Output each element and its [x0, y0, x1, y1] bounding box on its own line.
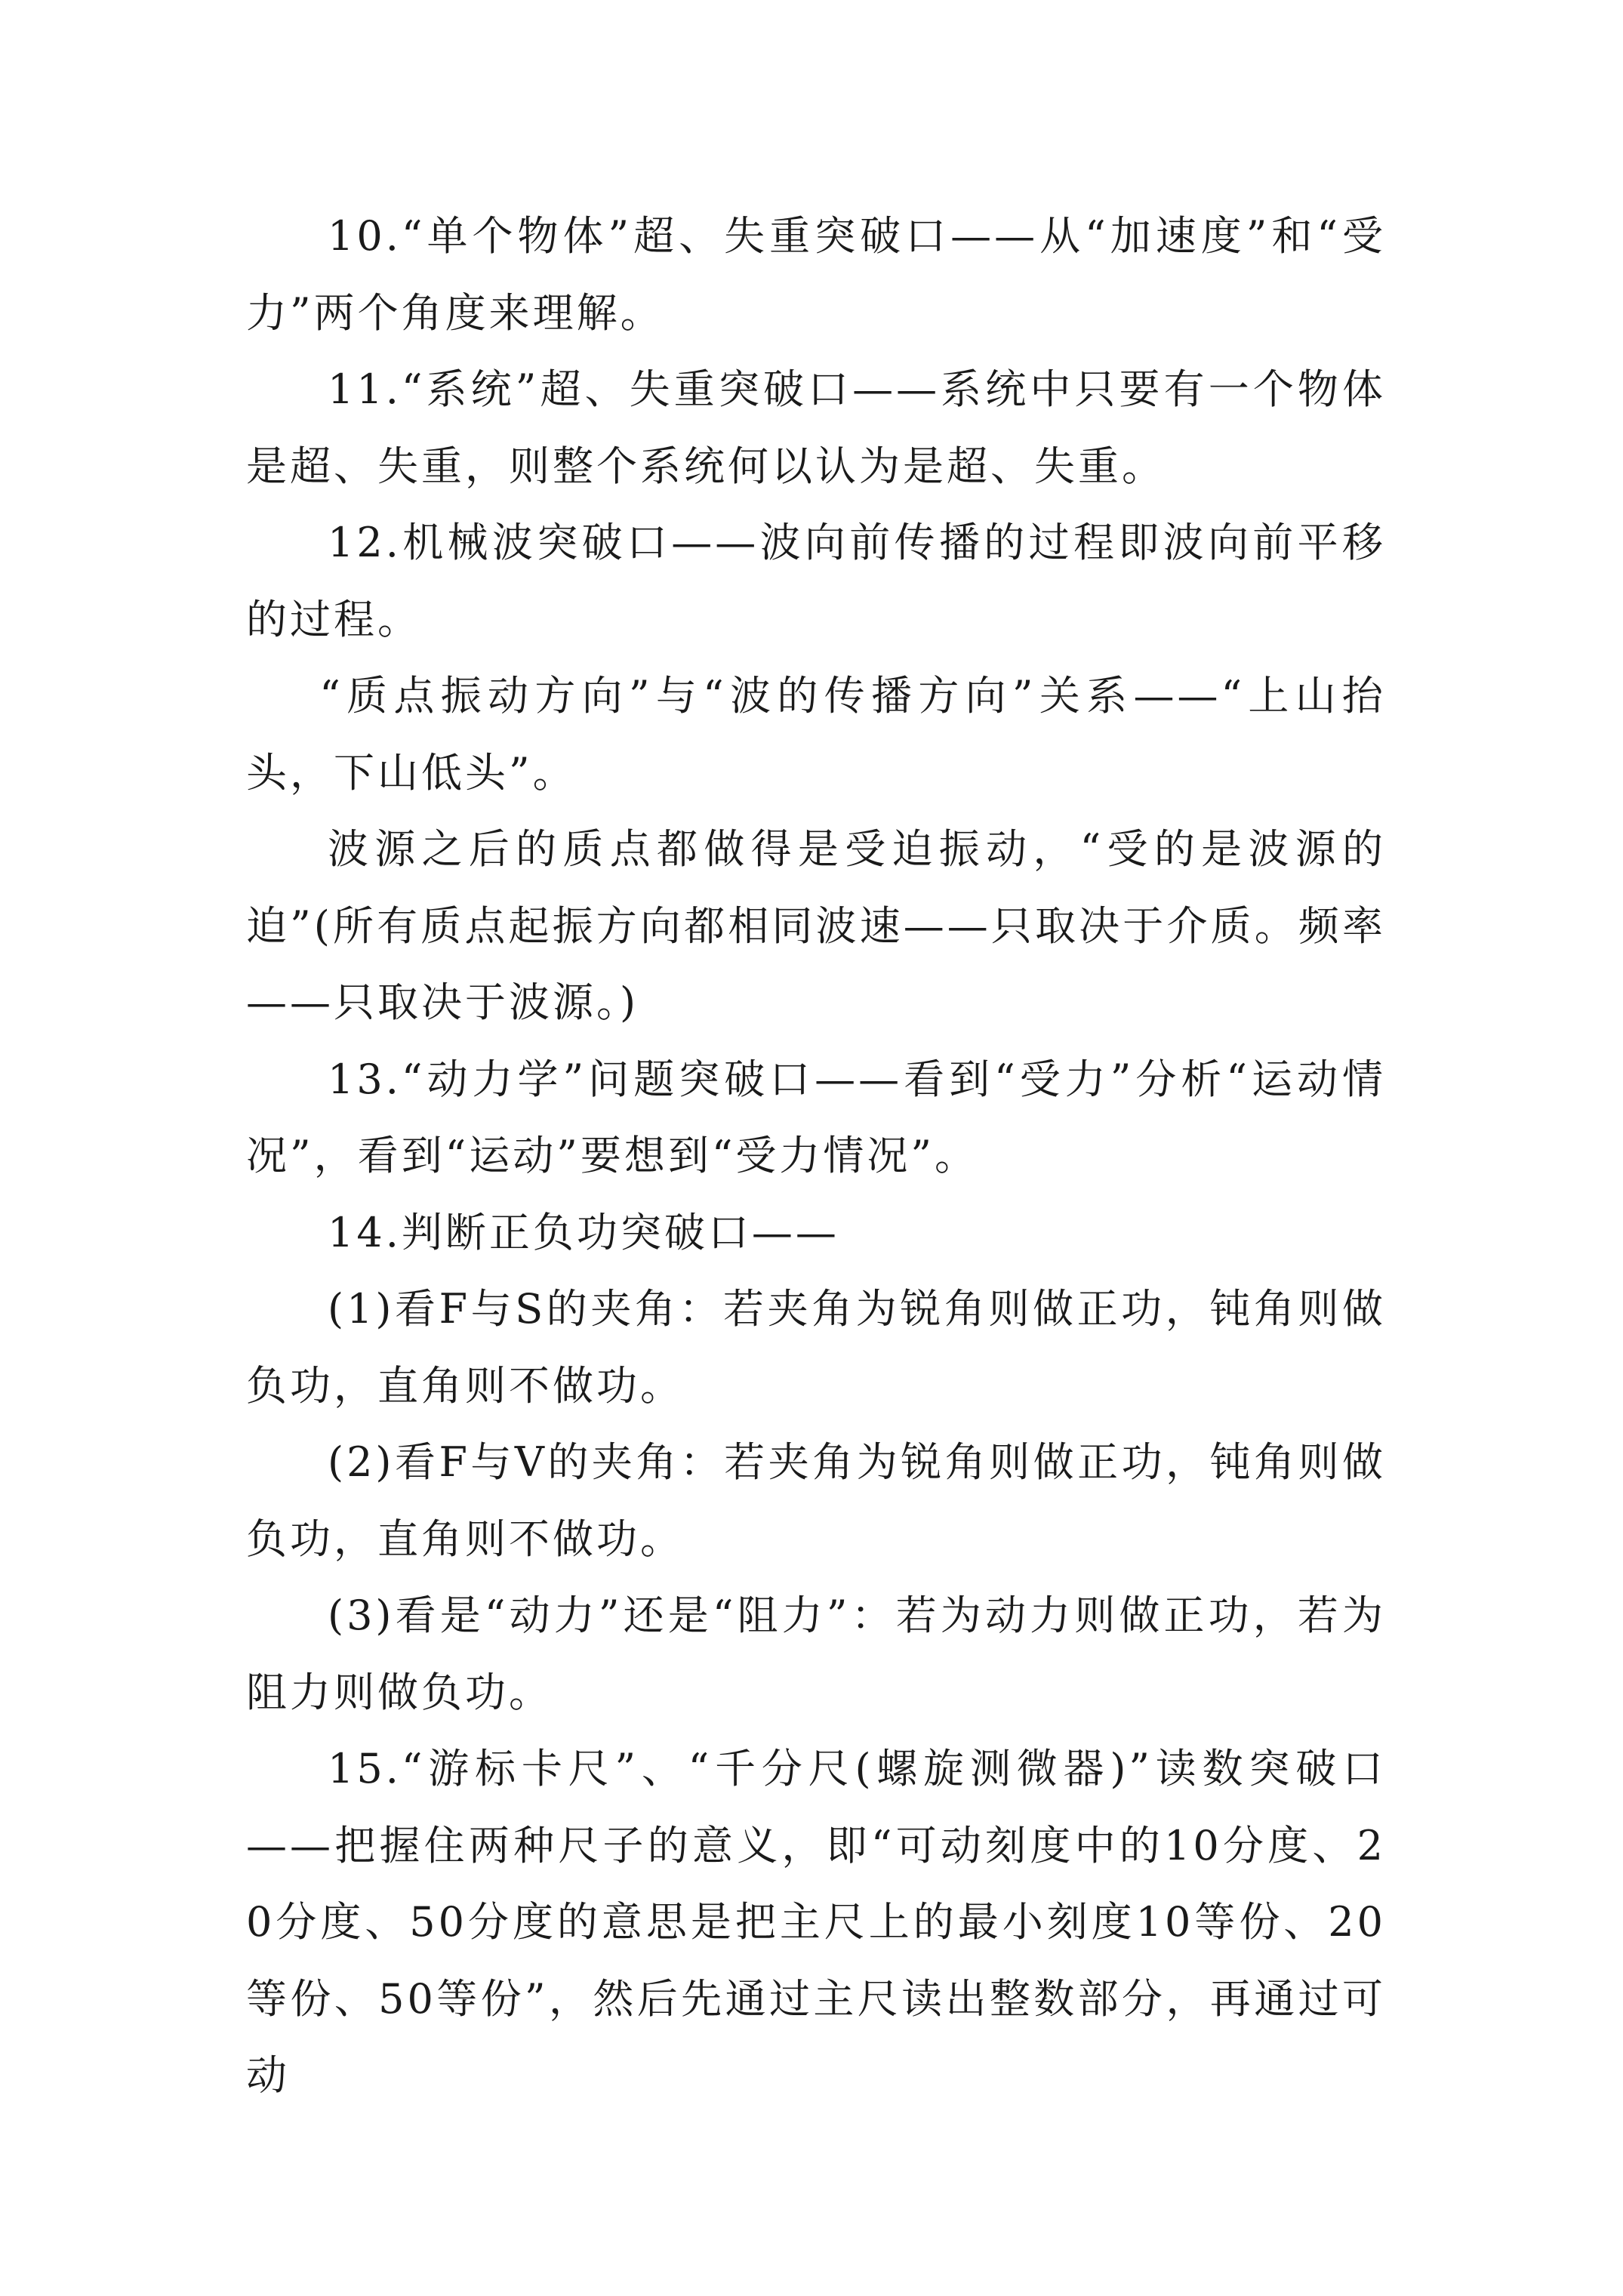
document-body [246, 198, 1386, 2114]
paragraph-13: 13.“动力学”问题突破口——看到“受力”分析“运动情况”，看到“运动”要想到“受力情况”。 [246, 1055, 1386, 1179]
paragraph-14-item-2: (2)看F与V的夹角：若夹角为锐角则做正功，钝角则做负功，直角则不做功。 [246, 1438, 1386, 1563]
paragraph-15: 15.“游标卡尺”、“千分尺(螺旋测微器)”读数突破口——把握住两种尺子的意义，即“可动刻度中的10分度、20分度、50分度的意思是把主尺上的最小刻度10等份、20等份、50等份”，然后先通过主尺读出整数部分，再通过可动 [246, 1745, 1386, 2099]
paragraph-11: 11.“系统”超、失重突破口——系统中只要有一个物体是超、失重，则整个系统何以认为是超、失重。 [246, 365, 1386, 490]
paragraph-forced-vibration: 波源之后的质点都做得是受迫振动，“受的是波源的迫”(所有质点起振方向都相同波速——只取决于介质。频率——只取决于波源。) [246, 825, 1386, 1026]
paragraph-wave-direction: “质点振动方向”与“波的传播方向”关系——“上山抬头，下山低头”。 [246, 672, 1386, 797]
paragraph-14-item-1: (1)看F与S的夹角：若夹角为锐角则做正功，钝角则做负功，直角则不做功。 [246, 1285, 1386, 1410]
paragraph-12: 12.机械波突破口——波向前传播的过程即波向前平移的过程。 [246, 519, 1386, 643]
paragraph-14-item-3: (3)看是“动力”还是“阻力”：若为动力则做正功，若为阻力则做负功。 [246, 1592, 1386, 1716]
paragraph-14: 14.判断正负功突破口—— [328, 1208, 839, 1256]
paragraph-10: 10.“单个物体”超、失重突破口——从“加速度”和“受力”两个角度来理解。 [246, 212, 1386, 337]
